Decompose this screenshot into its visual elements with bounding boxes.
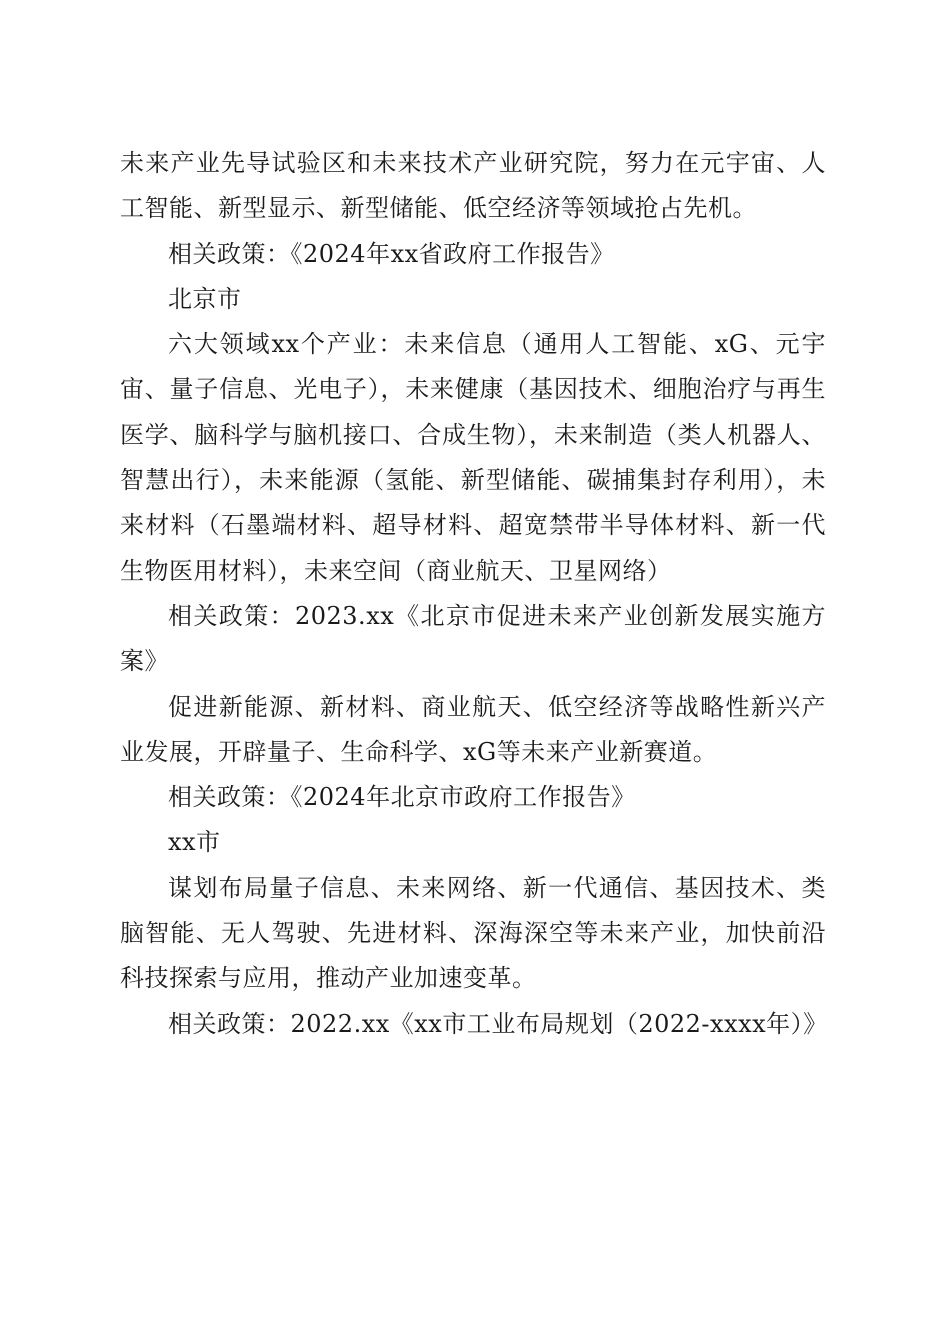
paragraph-beijing-industries: 六大领域xx个产业：未来信息（通用人工智能、xG、元宇宙、量子信息、光电子），未来健康（基因技术、细胞治疗与再生医学、脑科学与脑机接口、合成生物），未来制造（类人机器人、智慧出行），未来能源（氢能、新型储能、碳捕集封存利用），未来材料（石墨端材料、超导材料、超宽禁带半导体材料、新一代生物医用材料），未来空间（商业航天、卫星网络） xyxy=(120,330,826,585)
paragraph-policy-beijing-plan: 相关政策：2023.xx《北京市促进未来产业创新发展实施方案》 xyxy=(120,601,826,676)
heading-xx-city: xx市 xyxy=(168,828,221,857)
heading-beijing: 北京市 xyxy=(168,284,242,313)
paragraph-beijing-strategy: 促进新能源、新材料、商业航天、低空经济等战略性新兴产业发展，开辟量子、生命科学、xG等未来产业新赛道。 xyxy=(120,692,826,766)
paragraph-policy-xx-city: 相关政策：2022.xx《xx市工业布局规划（2022-xxxx年）》 xyxy=(168,1009,828,1038)
paragraph-policy-beijing-report: 相关政策：《2024年北京市政府工作报告》 xyxy=(168,783,636,812)
paragraph-intro-continuation: 未来产业先导试验区和未来技术产业研究院，努力在元宇宙、人工智能、新型显示、新型储能、低空经济等领域抢占先机。 xyxy=(120,149,826,223)
paragraph-xx-city-industries: 谋划布局量子信息、未来网络、新一代通信、基因技术、类脑智能、无人驾驶、先进材料、深海深空等未来产业，加快前沿科技探索与应用，推动产业加速变革。 xyxy=(120,873,826,993)
document-body xyxy=(120,141,826,1047)
paragraph-policy-province: 相关政策：《2024年xx省政府工作报告》 xyxy=(168,239,615,268)
